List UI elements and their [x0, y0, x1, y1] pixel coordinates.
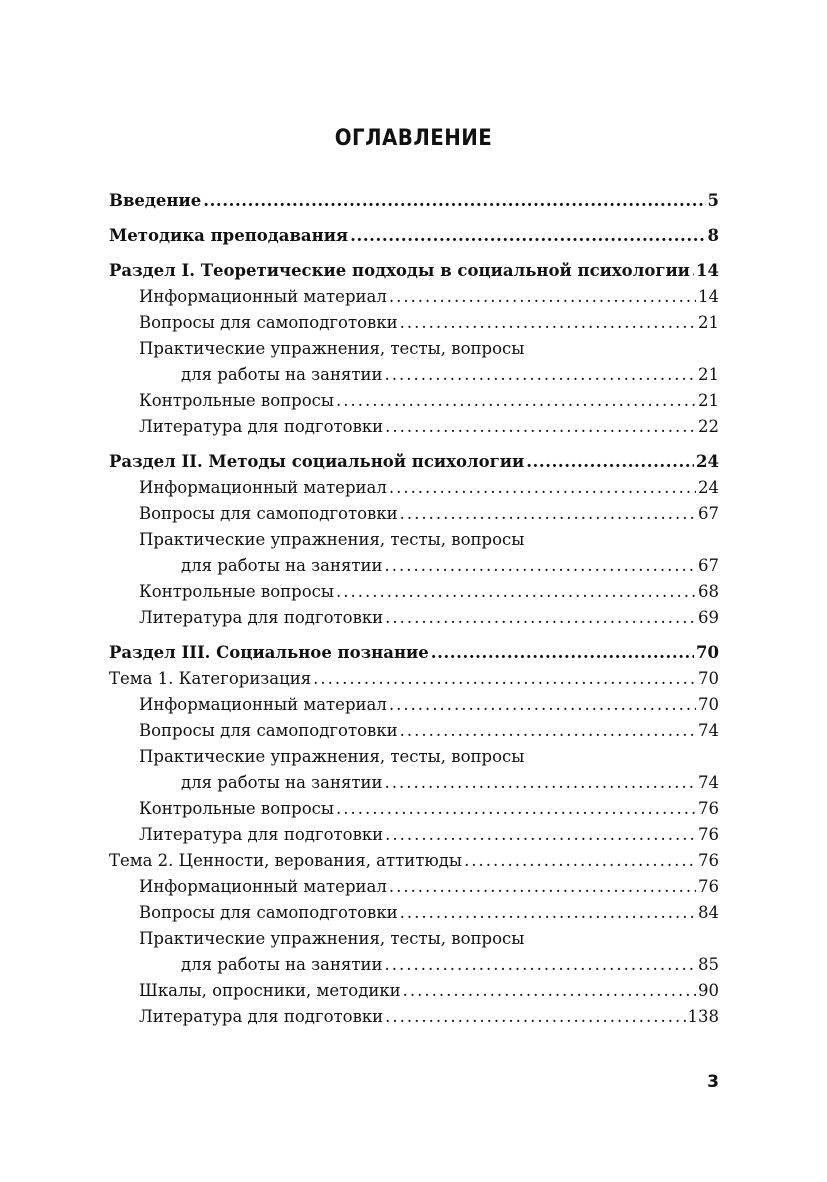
leader-dots: [385, 822, 696, 848]
toc-subentry[interactable]: [109, 414, 719, 440]
toc-entry-label: Литература для подготовки: [139, 1007, 384, 1026]
leader-dots: [313, 666, 696, 692]
toc-entry-label: Введение: [109, 191, 202, 210]
leader-dots: [389, 475, 696, 501]
toc-entry-page: 70: [698, 695, 719, 714]
toc-subentry[interactable]: [109, 978, 719, 1004]
leader-dots: [389, 284, 696, 310]
toc-subentry[interactable]: [109, 926, 719, 978]
leader-dots: [385, 414, 696, 440]
toc-entry-label: Литература для подготовки: [139, 608, 384, 627]
toc-entry-page: 14: [698, 287, 719, 306]
toc-entry-label: Информационный материал: [139, 478, 387, 497]
toc-entry-label-continued: для работы на занятии: [181, 365, 383, 384]
toc-subentry[interactable]: [109, 744, 719, 796]
toc-section-1[interactable]: [109, 258, 719, 284]
toc-entry-page: 76: [698, 851, 719, 870]
toc-entry-page: 5: [707, 191, 719, 210]
toc-entry-page: 76: [698, 877, 719, 896]
toc-entry-page: 21: [698, 365, 719, 384]
toc-entry-label: Информационный материал: [139, 287, 387, 306]
toc-subentry[interactable]: [109, 874, 719, 900]
leader-dots: [336, 388, 696, 414]
toc-entry-page: 22: [698, 417, 719, 436]
toc-entry-label: Практические упражнения, тесты, вопросы: [139, 747, 525, 766]
toc-entry-page: 69: [698, 608, 719, 627]
toc-entry-label-continued: для работы на занятии: [181, 773, 383, 792]
toc-subentry[interactable]: [109, 605, 719, 631]
leader-dots: [203, 188, 705, 214]
leader-dots: [692, 258, 694, 284]
toc-entry-label: Вопросы для самоподготовки: [139, 721, 398, 740]
leader-dots: [385, 952, 696, 978]
toc-entry-label: Раздел III. Социальное познание: [109, 643, 429, 662]
page-number: 3: [707, 1072, 719, 1092]
toc-topic-1[interactable]: [109, 666, 719, 692]
toc-entry-label-continued: для работы на занятии: [181, 955, 383, 974]
toc-entry-label: Литература для подготовки: [139, 417, 384, 436]
leader-dots: [526, 449, 694, 475]
table-of-contents: [109, 188, 719, 1030]
leader-dots: [385, 770, 696, 796]
toc-entry-label: Контрольные вопросы: [139, 391, 335, 410]
toc-entry-label: Информационный материал: [139, 695, 387, 714]
toc-entry-page: 85: [698, 955, 719, 974]
leader-dots: [464, 848, 696, 874]
toc-entry-label: Тема 1. Категоризация: [109, 669, 312, 688]
leader-dots: [385, 1004, 685, 1030]
toc-entry-label: Вопросы для самоподготовки: [139, 313, 398, 332]
toc-entry-label: Вопросы для самоподготовки: [139, 903, 398, 922]
toc-entry-label: Информационный материал: [139, 877, 387, 896]
leader-dots: [400, 900, 696, 926]
toc-subentry[interactable]: [109, 475, 719, 501]
toc-subentry[interactable]: [109, 822, 719, 848]
toc-subentry[interactable]: [109, 501, 719, 527]
toc-entry-page: 74: [698, 721, 719, 740]
toc-subentry[interactable]: [109, 336, 719, 388]
leader-dots: [385, 605, 696, 631]
toc-entry-page: 84: [698, 903, 719, 922]
toc-entry-label: Контрольные вопросы: [139, 799, 335, 818]
toc-entry-page: 70: [696, 643, 719, 662]
toc-subentry[interactable]: [109, 900, 719, 926]
toc-entry-introduction[interactable]: [109, 188, 719, 214]
toc-subentry[interactable]: [109, 1004, 719, 1030]
toc-entry-label: Раздел I. Теоретические подходы в социальной психологии: [109, 261, 690, 280]
toc-entry-page: 67: [698, 504, 719, 523]
toc-entry-page: 90: [698, 981, 719, 1000]
toc-subentry[interactable]: [109, 796, 719, 822]
leader-dots: [400, 501, 696, 527]
toc-entry-page: 21: [698, 391, 719, 410]
leader-dots: [400, 718, 696, 744]
toc-entry-label: Вопросы для самоподготовки: [139, 504, 398, 523]
toc-entry-label: Контрольные вопросы: [139, 582, 335, 601]
toc-entry-page: 76: [698, 799, 719, 818]
toc-subentry[interactable]: [109, 692, 719, 718]
toc-entry-label: Практические упражнения, тесты, вопросы: [139, 530, 525, 549]
leader-dots: [403, 978, 696, 1004]
leader-dots: [336, 796, 696, 822]
leader-dots: [385, 553, 696, 579]
toc-entry-page: 21: [698, 313, 719, 332]
toc-entry-label: Тема 2. Ценности, верования, аттитюды: [109, 851, 463, 870]
leader-dots: [350, 223, 705, 249]
toc-subentry[interactable]: [109, 718, 719, 744]
leader-dots: [389, 692, 696, 718]
toc-section-3[interactable]: [109, 640, 719, 666]
leader-dots: [431, 640, 694, 666]
toc-entry-page: 70: [698, 669, 719, 688]
toc-entry-label: Раздел II. Методы социальной психологии: [109, 452, 525, 471]
toc-entry-label: Практические упражнения, тесты, вопросы: [139, 929, 525, 948]
toc-subentry[interactable]: [109, 310, 719, 336]
toc-entry-label: Практические упражнения, тесты, вопросы: [139, 339, 525, 358]
toc-entry-page: 74: [698, 773, 719, 792]
toc-entry-label: Литература для подготовки: [139, 825, 384, 844]
leader-dots: [389, 874, 696, 900]
toc-entry-page: 67: [698, 556, 719, 575]
toc-entry-page: 138: [687, 1007, 719, 1026]
toc-entry-page: 76: [698, 825, 719, 844]
toc-entry-page: 24: [696, 452, 719, 471]
toc-entry-page: 24: [698, 478, 719, 497]
page-title: ОГЛАВЛЕНИЕ: [334, 126, 493, 151]
toc-entry-page: 68: [698, 582, 719, 601]
toc-topic-2[interactable]: [109, 848, 719, 874]
toc-entry-label: Методика преподавания: [109, 226, 349, 245]
toc-subentry[interactable]: [109, 579, 719, 605]
toc-subentry[interactable]: [109, 388, 719, 414]
toc-entry-label: Шкалы, опросники, методики: [139, 981, 401, 1000]
toc-entry-label-continued: для работы на занятии: [181, 556, 383, 575]
leader-dots: [400, 310, 696, 336]
toc-entry-page: 8: [707, 226, 719, 245]
toc-subentry[interactable]: [109, 284, 719, 310]
leader-dots: [385, 362, 696, 388]
toc-subentry[interactable]: [109, 527, 719, 579]
leader-dots: [336, 579, 696, 605]
toc-entry-page: 14: [696, 261, 719, 280]
toc-section-2[interactable]: [109, 449, 719, 475]
toc-entry-methodology[interactable]: [109, 223, 719, 249]
